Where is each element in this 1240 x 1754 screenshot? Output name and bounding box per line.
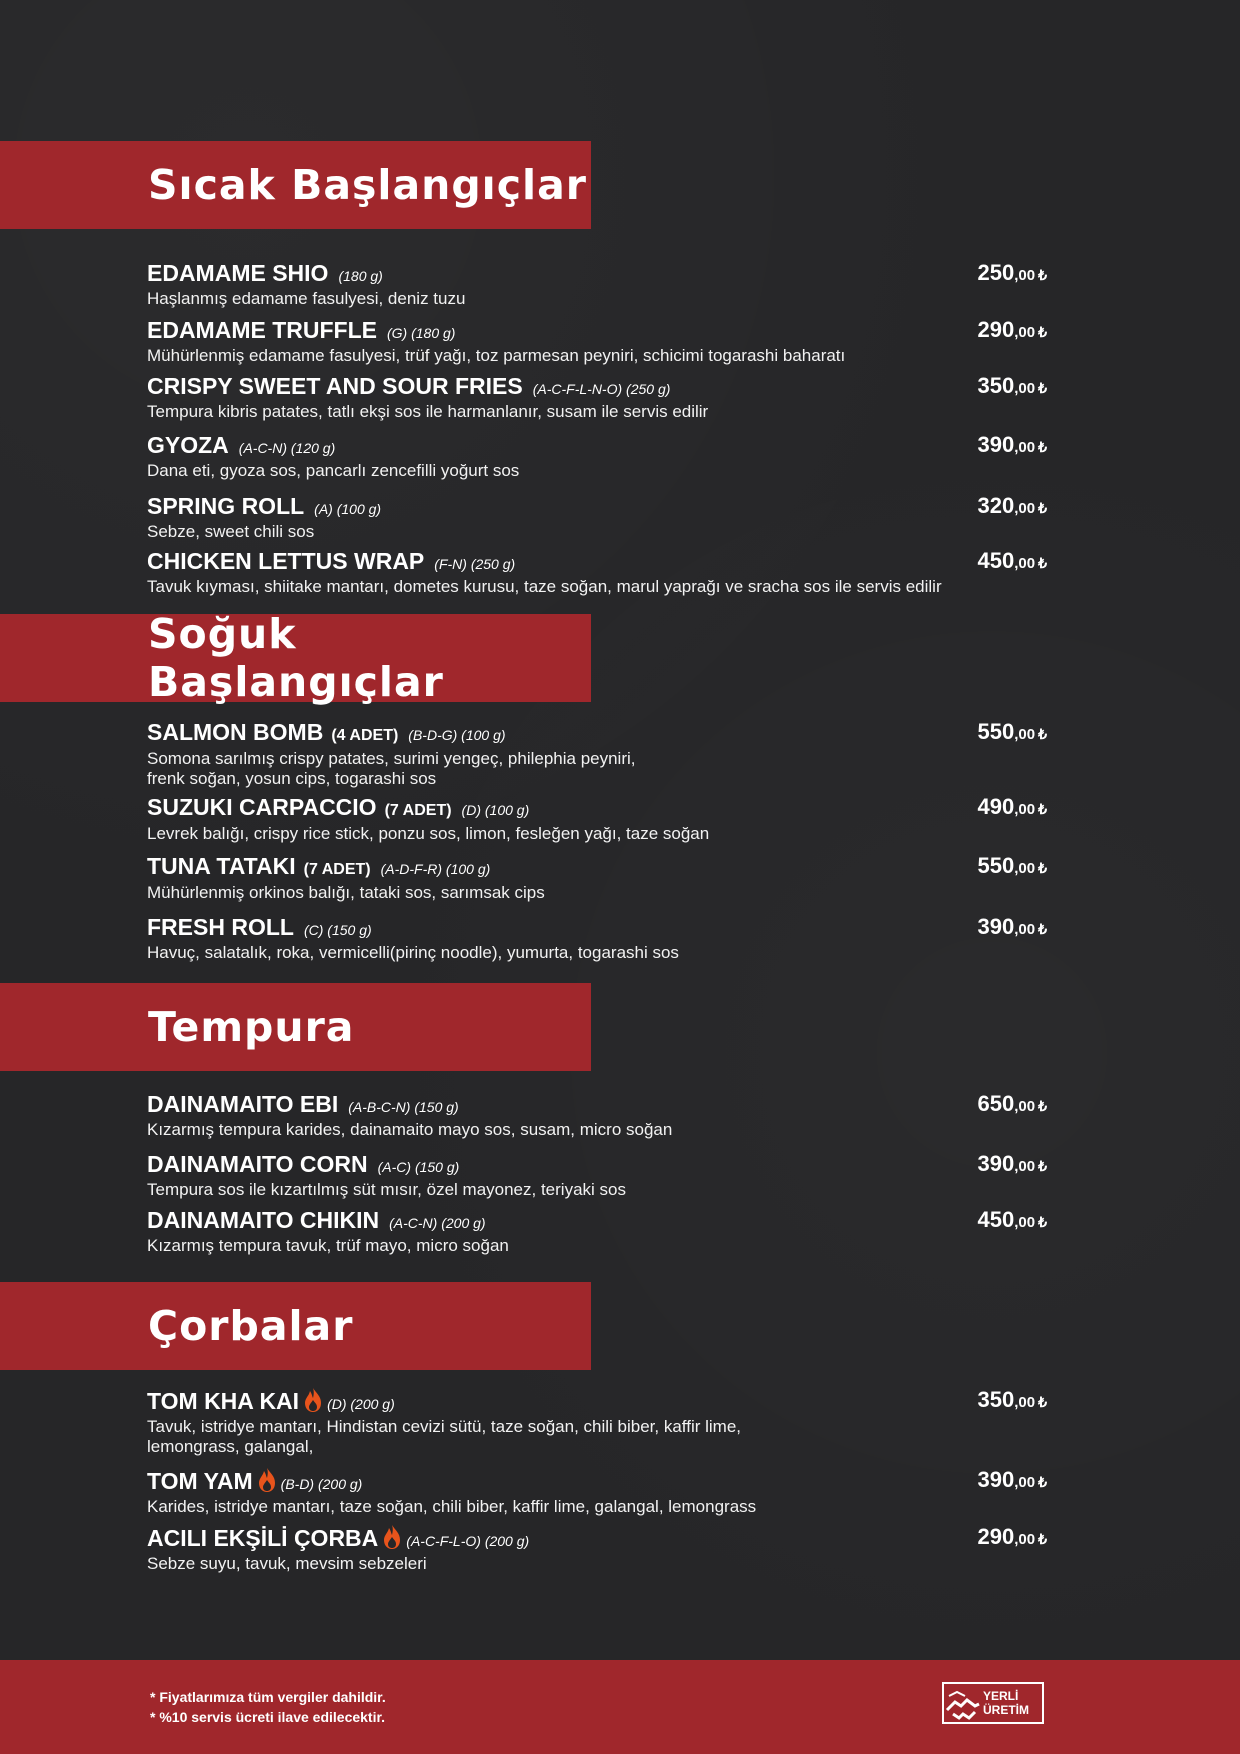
item-description: Somona sarılmış crispy patates, surimi yengeç, philephia peyniri, xyxy=(147,749,636,768)
menu-item xyxy=(147,1091,1047,1140)
item-meta: (D) (100 g) xyxy=(461,802,530,818)
menu-item xyxy=(147,317,1047,366)
item-description: Tempura sos ile kızartılmış süt mısır, özel mayonez, teriyaki sos xyxy=(147,1180,626,1199)
item-quantity: (7 ADET) xyxy=(384,802,452,819)
item-name: DAINAMAITO CHIKIN xyxy=(147,1207,380,1233)
item-price: 550,00 ₺ xyxy=(977,719,1047,744)
item-name: TOM KHA KAI xyxy=(147,1388,300,1414)
item-price: 390,00 ₺ xyxy=(977,1151,1047,1176)
menu-item xyxy=(147,1524,1047,1574)
item-description: Havuç, salatalık, roka, vermicelli(pirinç noodle), yumurta, togarashi sos xyxy=(147,943,679,962)
item-description: Kızarmış tempura karides, dainamaito mayo sos, susam, micro soğan xyxy=(147,1120,673,1139)
item-quantity: (7 ADET) xyxy=(303,861,371,878)
item-price: 290,00 ₺ xyxy=(977,1524,1047,1549)
section-title: Soğuk Başlangıçlar xyxy=(148,610,444,706)
menu-item xyxy=(147,1467,1047,1517)
item-price: 390,00 ₺ xyxy=(977,432,1047,457)
item-name: DAINAMAITO EBI xyxy=(147,1091,339,1117)
item-meta: (A-C-N) (200 g) xyxy=(389,1215,486,1231)
item-name: GYOZA xyxy=(147,432,229,458)
section-title: Çorbalar xyxy=(148,1302,354,1350)
item-name: FRESH ROLL xyxy=(147,914,294,940)
item-meta: (B-D) (200 g) xyxy=(280,1476,363,1492)
menu-item xyxy=(147,794,1047,844)
item-description: Mühürlenmiş edamame fasulyesi, trüf yağı, toz parmesan peyniri, schicimi togarashi baharatı xyxy=(147,346,846,365)
item-meta: (C) (150 g) xyxy=(303,922,372,938)
item-meta: (180 g) xyxy=(338,268,383,284)
item-meta: (A-D-F-R) (100 g) xyxy=(380,861,491,877)
menu-item xyxy=(147,1387,1047,1457)
menu-item xyxy=(147,260,1047,309)
menu-item xyxy=(147,548,1047,597)
badge-line1: YERLİ xyxy=(983,1689,1019,1703)
section-banner-soguk xyxy=(0,610,591,706)
menu-item xyxy=(147,432,1047,481)
item-name: CRISPY SWEET AND SOUR FRIES xyxy=(147,373,523,399)
section-title: Tempura xyxy=(148,1003,355,1051)
item-price: 490,00 ₺ xyxy=(977,794,1047,819)
item-meta: (G) (180 g) xyxy=(386,325,456,341)
item-quantity: (4 ADET) xyxy=(331,727,399,744)
item-name: TOM YAM xyxy=(147,1468,253,1494)
item-name: ACILI EKŞİLİ ÇORBA xyxy=(147,1525,379,1551)
section-title: Sıcak Başlangıçlar xyxy=(148,161,587,209)
menu-item xyxy=(147,493,1047,542)
item-meta: (A-C-F-L-O) (200 g) xyxy=(406,1533,530,1549)
item-name: EDAMAME TRUFFLE xyxy=(147,317,377,343)
item-price: 350,00 ₺ xyxy=(977,1387,1047,1412)
item-description-line2: lemongrass, galangal, xyxy=(147,1437,314,1456)
item-description: Tavuk, istridye mantarı, Hindistan cevizi sütü, taze soğan, chili biber, kaffir lime, xyxy=(147,1417,741,1436)
item-description: Kızarmış tempura tavuk, trüf mayo, micro soğan xyxy=(147,1236,509,1255)
footer-notes xyxy=(150,1687,386,1727)
spicy-flame-icon xyxy=(257,1467,277,1493)
menu-item xyxy=(147,1151,1047,1200)
item-description: Tempura kibris patates, tatlı ekşi sos ile harmanlanır, susam ile servis edilir xyxy=(147,402,709,421)
item-price: 650,00 ₺ xyxy=(977,1091,1047,1116)
item-meta: (B-D-G) (100 g) xyxy=(408,727,506,743)
item-meta: (A-C-F-L-N-O) (250 g) xyxy=(532,381,671,397)
item-description-line2: frenk soğan, yosun cips, togarashi sos xyxy=(147,769,437,788)
item-name: DAINAMAITO CORN xyxy=(147,1151,368,1177)
item-description: Karides, istridye mantarı, taze soğan, chili biber, kaffir lime, galangal, lemongrass xyxy=(147,1497,757,1516)
spicy-flame-icon xyxy=(382,1524,402,1550)
spicy-flame-icon xyxy=(303,1387,323,1413)
handshake-icon xyxy=(945,1684,981,1722)
item-meta: (A-B-C-N) (150 g) xyxy=(348,1099,459,1115)
item-name: EDAMAME SHIO xyxy=(147,260,329,286)
menu-item xyxy=(147,373,1047,422)
item-price: 450,00 ₺ xyxy=(977,548,1047,573)
item-price: 450,00 ₺ xyxy=(977,1207,1047,1232)
menu-item xyxy=(147,1207,1047,1256)
item-description: Tavuk kıyması, shiitake mantarı, dometes kurusu, taze soğan, marul yaprağı ve sracha sos ile servis edilir xyxy=(147,577,942,596)
item-description: Sebze suyu, tavuk, mevsim sebzeleri xyxy=(147,1554,427,1573)
item-meta: (F-N) (250 g) xyxy=(434,556,516,572)
menu-item xyxy=(147,853,1047,903)
item-price: 290,00 ₺ xyxy=(977,317,1047,342)
item-name: SUZUKI CARPACCIO xyxy=(147,794,377,820)
badge-line2: ÜRETİM xyxy=(983,1703,1029,1717)
item-meta: (D) (200 g) xyxy=(327,1396,395,1412)
item-description: Sebze, sweet chili sos xyxy=(147,522,315,541)
item-price: 550,00 ₺ xyxy=(977,853,1047,878)
item-price: 390,00 ₺ xyxy=(977,914,1047,939)
yerli-uretim-badge xyxy=(942,1682,1044,1724)
item-description: Haşlanmış edamame fasulyesi, deniz tuzu xyxy=(147,289,466,308)
item-name: TUNA TATAKI xyxy=(147,853,296,879)
item-meta: (A-C-N) (120 g) xyxy=(238,440,336,456)
service-charge-note: * %10 servis ücreti ilave edilecektir. xyxy=(150,1709,386,1725)
tax-note: * Fiyatlarımıza tüm vergiler dahildir. xyxy=(150,1689,386,1705)
section-banner-sicak xyxy=(0,141,591,229)
item-name: SALMON BOMB xyxy=(147,719,324,745)
menu-item xyxy=(147,719,1047,789)
item-meta: (A-C) (150 g) xyxy=(377,1159,460,1175)
item-price: 250,00 ₺ xyxy=(977,260,1047,285)
item-description: Levrek balığı, crispy rice stick, ponzu sos, limon, fesleğen yağı, taze soğan xyxy=(147,824,710,843)
item-price: 350,00 ₺ xyxy=(977,373,1047,398)
item-name: CHICKEN LETTUS WRAP xyxy=(147,548,425,574)
section-banner-tempura xyxy=(0,983,591,1071)
menu-item xyxy=(147,914,1047,963)
item-price: 390,00 ₺ xyxy=(977,1467,1047,1492)
item-description: Mühürlenmiş orkinos balığı, tataki sos, sarımsak cips xyxy=(147,883,545,902)
item-description: Dana eti, gyoza sos, pancarlı zencefilli yoğurt sos xyxy=(147,461,520,480)
footer-bar xyxy=(0,1660,1240,1754)
section-banner-corbalar xyxy=(0,1282,591,1370)
item-meta: (A) (100 g) xyxy=(314,501,382,517)
item-price: 320,00 ₺ xyxy=(977,493,1047,518)
item-name: SPRING ROLL xyxy=(147,493,305,519)
